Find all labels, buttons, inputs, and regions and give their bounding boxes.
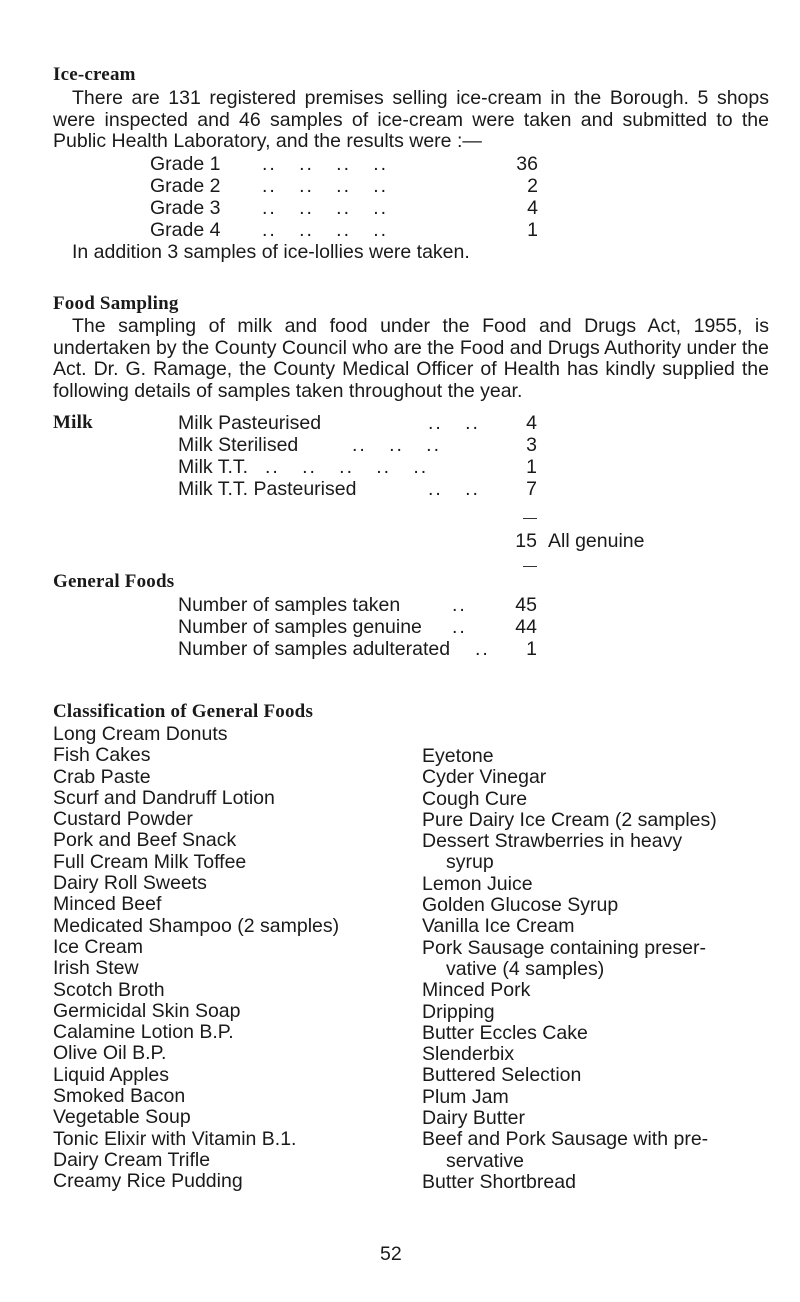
food-item: Minced Pork — [422, 979, 531, 1002]
food-item: Eyetone — [422, 745, 494, 767]
food-item: Dairy Roll Sweets — [53, 872, 207, 895]
ice-cream-intro: There are 131 registered premises selling ice-cream in the Borough. 5 shops were inspected and 46 samples of ice-cream were taken and submitted to the Public Health Laboratory, and the results were :— — [53, 87, 769, 152]
food-item: Slenderbix — [422, 1043, 515, 1066]
food-item: Olive Oil B.P. — [53, 1042, 167, 1065]
food-item: servative — [446, 1149, 525, 1172]
food-item: Beef and Pork Sausage with pre- — [422, 1128, 709, 1151]
food-item: Dessert Strawberries in heavy — [422, 830, 683, 853]
grade-value: 36 — [516, 153, 538, 175]
food-item: Golden Glucose Syrup — [422, 894, 619, 917]
food-item: Cough Cure — [422, 787, 528, 810]
food-item: Full Cream Milk Toffee — [53, 850, 247, 873]
food-item: Custard Powder — [53, 808, 193, 831]
food-item: Vegetable Soup — [53, 1106, 191, 1129]
food-item: Lemon Juice — [422, 872, 533, 895]
food-item: Plum Jam — [422, 1085, 509, 1108]
food-item: Ice Cream — [53, 935, 143, 958]
food-item: Creamy Rice Pudding — [53, 1170, 243, 1193]
grade-label: Grade 2 — [150, 175, 221, 197]
grade-value: 1 — [527, 219, 538, 241]
food-item: Pork Sausage containing preser- — [422, 936, 706, 959]
total-rule — [523, 566, 537, 567]
milk-label: Milk — [53, 412, 93, 433]
general-foods-row-label: Number of samples genuine — [178, 616, 422, 638]
food-sampling-text: The sampling of milk and food under the Food and Drugs Act, 1955, is undertaken by the County Council who are the Food and Drugs Authority under the Act. Dr. G. Ramage, the County Medical Officer of Health has kindly supplied the following details of samples taken throughout the year. — [53, 315, 769, 402]
food-item: Irish Stew — [53, 957, 139, 980]
milk-row-value: 4 — [526, 412, 537, 434]
general-foods-row-label: Number of samples taken — [178, 594, 401, 616]
grade-value: 2 — [527, 175, 538, 197]
classification-left-list — [53, 724, 339, 1193]
food-item: Calamine Lotion B.P. — [53, 1021, 234, 1044]
page-number: 52 — [380, 1243, 402, 1265]
food-sampling-heading: Food Sampling — [53, 293, 179, 314]
total-rule — [523, 518, 537, 519]
milk-total: 15 — [515, 530, 537, 552]
general-foods-row-value: 44 — [515, 616, 537, 638]
food-item: Liquid Apples — [53, 1063, 170, 1086]
food-item: Cyder Vinegar — [422, 766, 547, 789]
milk-row-label: Milk Pasteurised — [178, 412, 322, 434]
general-foods-row-value: 1 — [526, 638, 537, 660]
document-page: Ice-cream There are 131 registered premises selling ice-cream in the Borough. 5 shops were inspected and 46 samples of ice-cream were taken and submitted to the Public Health Laboratory, and the results were :— Grade 1 .. .. .. .. 36 Grade 2 .. .. .. .. 2 Grade 3 .. .. .. .. 4 Grade 4 .. .. .. .. 1 In addition 3 samples of ice-lollies were taken. Food Sampling The sampling of milk and food under the Food and Drugs Act, 1955, is undertaken by the County Council who are the Food and Drugs Authority under the Act. Dr. G. Ramage, the County Medical Officer of Health has kindly supplied the following details of samples taken throughout the year. Milk Milk Pasteurised .. .. 4 Milk Sterilised .. .. .. 3 Milk T.T. .. .. .. .. .. 1 Milk T.T. Pasteurised .. .. 7 15 All genuine General Foods Number of samples taken .. 45 Number of samples genuine .. 44 Number of samples adulterated .. 1 Classification of General Foods Long Cream Donuts Fish Cakes Crab Paste Scurf and Dandruff Lotion Custard Powder Pork and Beef Snack Full Cream Milk Toffee Dairy Roll Sweets Minced Beef Medicated Shampoo (2 samples) Ice Cream Irish Stew Scotch Broth Germicidal Skin Soap Calamine Lotion B.P. Olive Oil B.P. Liquid Apples Smoked Bacon Vegetable Soup Tonic Elixir with Vitamin B.1. Dairy Cream Trifle Creamy Rice Pudding Eyetone Cyder Vinegar Cough Cure Pure Dairy Ice Cream (2 samples) Dessert Strawberries in heavy syrup Lemon Juice Golden Glucose Syrup Vanilla Ice Cream Pork Sausage containing preser- vative (4 samples) Minced Pork Dripping Butter Eccles Cake Slenderbix Buttered Selection Plum Jam Dairy Butter Beef and Pork Sausage with pre- servative Butter Shortbread 52 — [53, 64, 769, 1265]
food-item: Vanilla Ice Cream — [422, 915, 575, 938]
food-item: Medicated Shampoo (2 samples) — [53, 914, 340, 937]
food-item: Crab Paste — [53, 765, 151, 788]
food-item: Fish Cakes — [53, 744, 151, 767]
milk-row-value: 7 — [526, 478, 537, 500]
food-item: Pure Dairy Ice Cream (2 samples) — [422, 808, 717, 831]
food-item: Minced Beef — [53, 893, 162, 916]
food-item: Buttered Selection — [422, 1064, 582, 1087]
food-item: Germicidal Skin Soap — [53, 999, 241, 1022]
food-item: Butter Eccles Cake — [422, 1021, 588, 1044]
milk-row-value: 1 — [526, 456, 537, 478]
food-item: Dripping — [422, 1000, 495, 1023]
milk-row-label: Milk T.T. — [178, 456, 249, 478]
general-foods-row-label: Number of samples adulterated — [178, 638, 451, 660]
classification-heading: Classification of General Foods — [53, 701, 314, 722]
ice-lolly-note: In addition 3 samples of ice-lollies were taken. — [72, 241, 470, 263]
food-item: Scurf and Dandruff Lotion — [53, 786, 275, 809]
grade-value: 4 — [527, 197, 538, 219]
milk-row-label: Milk Sterilised — [178, 434, 299, 456]
ice-cream-heading: Ice-cream — [53, 64, 136, 85]
food-item: Scotch Broth — [53, 978, 165, 1001]
food-item: syrup — [446, 851, 494, 874]
grade-label: Grade 4 — [150, 219, 221, 241]
classification-right-list — [422, 746, 717, 1193]
grade-label: Grade 3 — [150, 197, 221, 219]
milk-row-value: 3 — [526, 434, 537, 456]
food-item: Butter Shortbread — [422, 1170, 576, 1193]
food-item: Long Cream Donuts — [53, 723, 228, 745]
grade-label: Grade 1 — [150, 153, 221, 175]
milk-total-note: All genuine — [548, 530, 645, 552]
food-item: Dairy Cream Trifle — [53, 1148, 211, 1171]
general-foods-label: General Foods — [53, 571, 175, 592]
food-item: vative (4 samples) — [446, 957, 605, 980]
food-item: Smoked Bacon — [53, 1085, 186, 1108]
general-foods-row-value: 45 — [515, 594, 537, 616]
milk-row-label: Milk T.T. Pasteurised — [178, 478, 357, 500]
food-item: Dairy Butter — [422, 1107, 525, 1130]
food-item: Tonic Elixir with Vitamin B.1. — [53, 1127, 297, 1150]
food-item: Pork and Beef Snack — [53, 829, 237, 852]
